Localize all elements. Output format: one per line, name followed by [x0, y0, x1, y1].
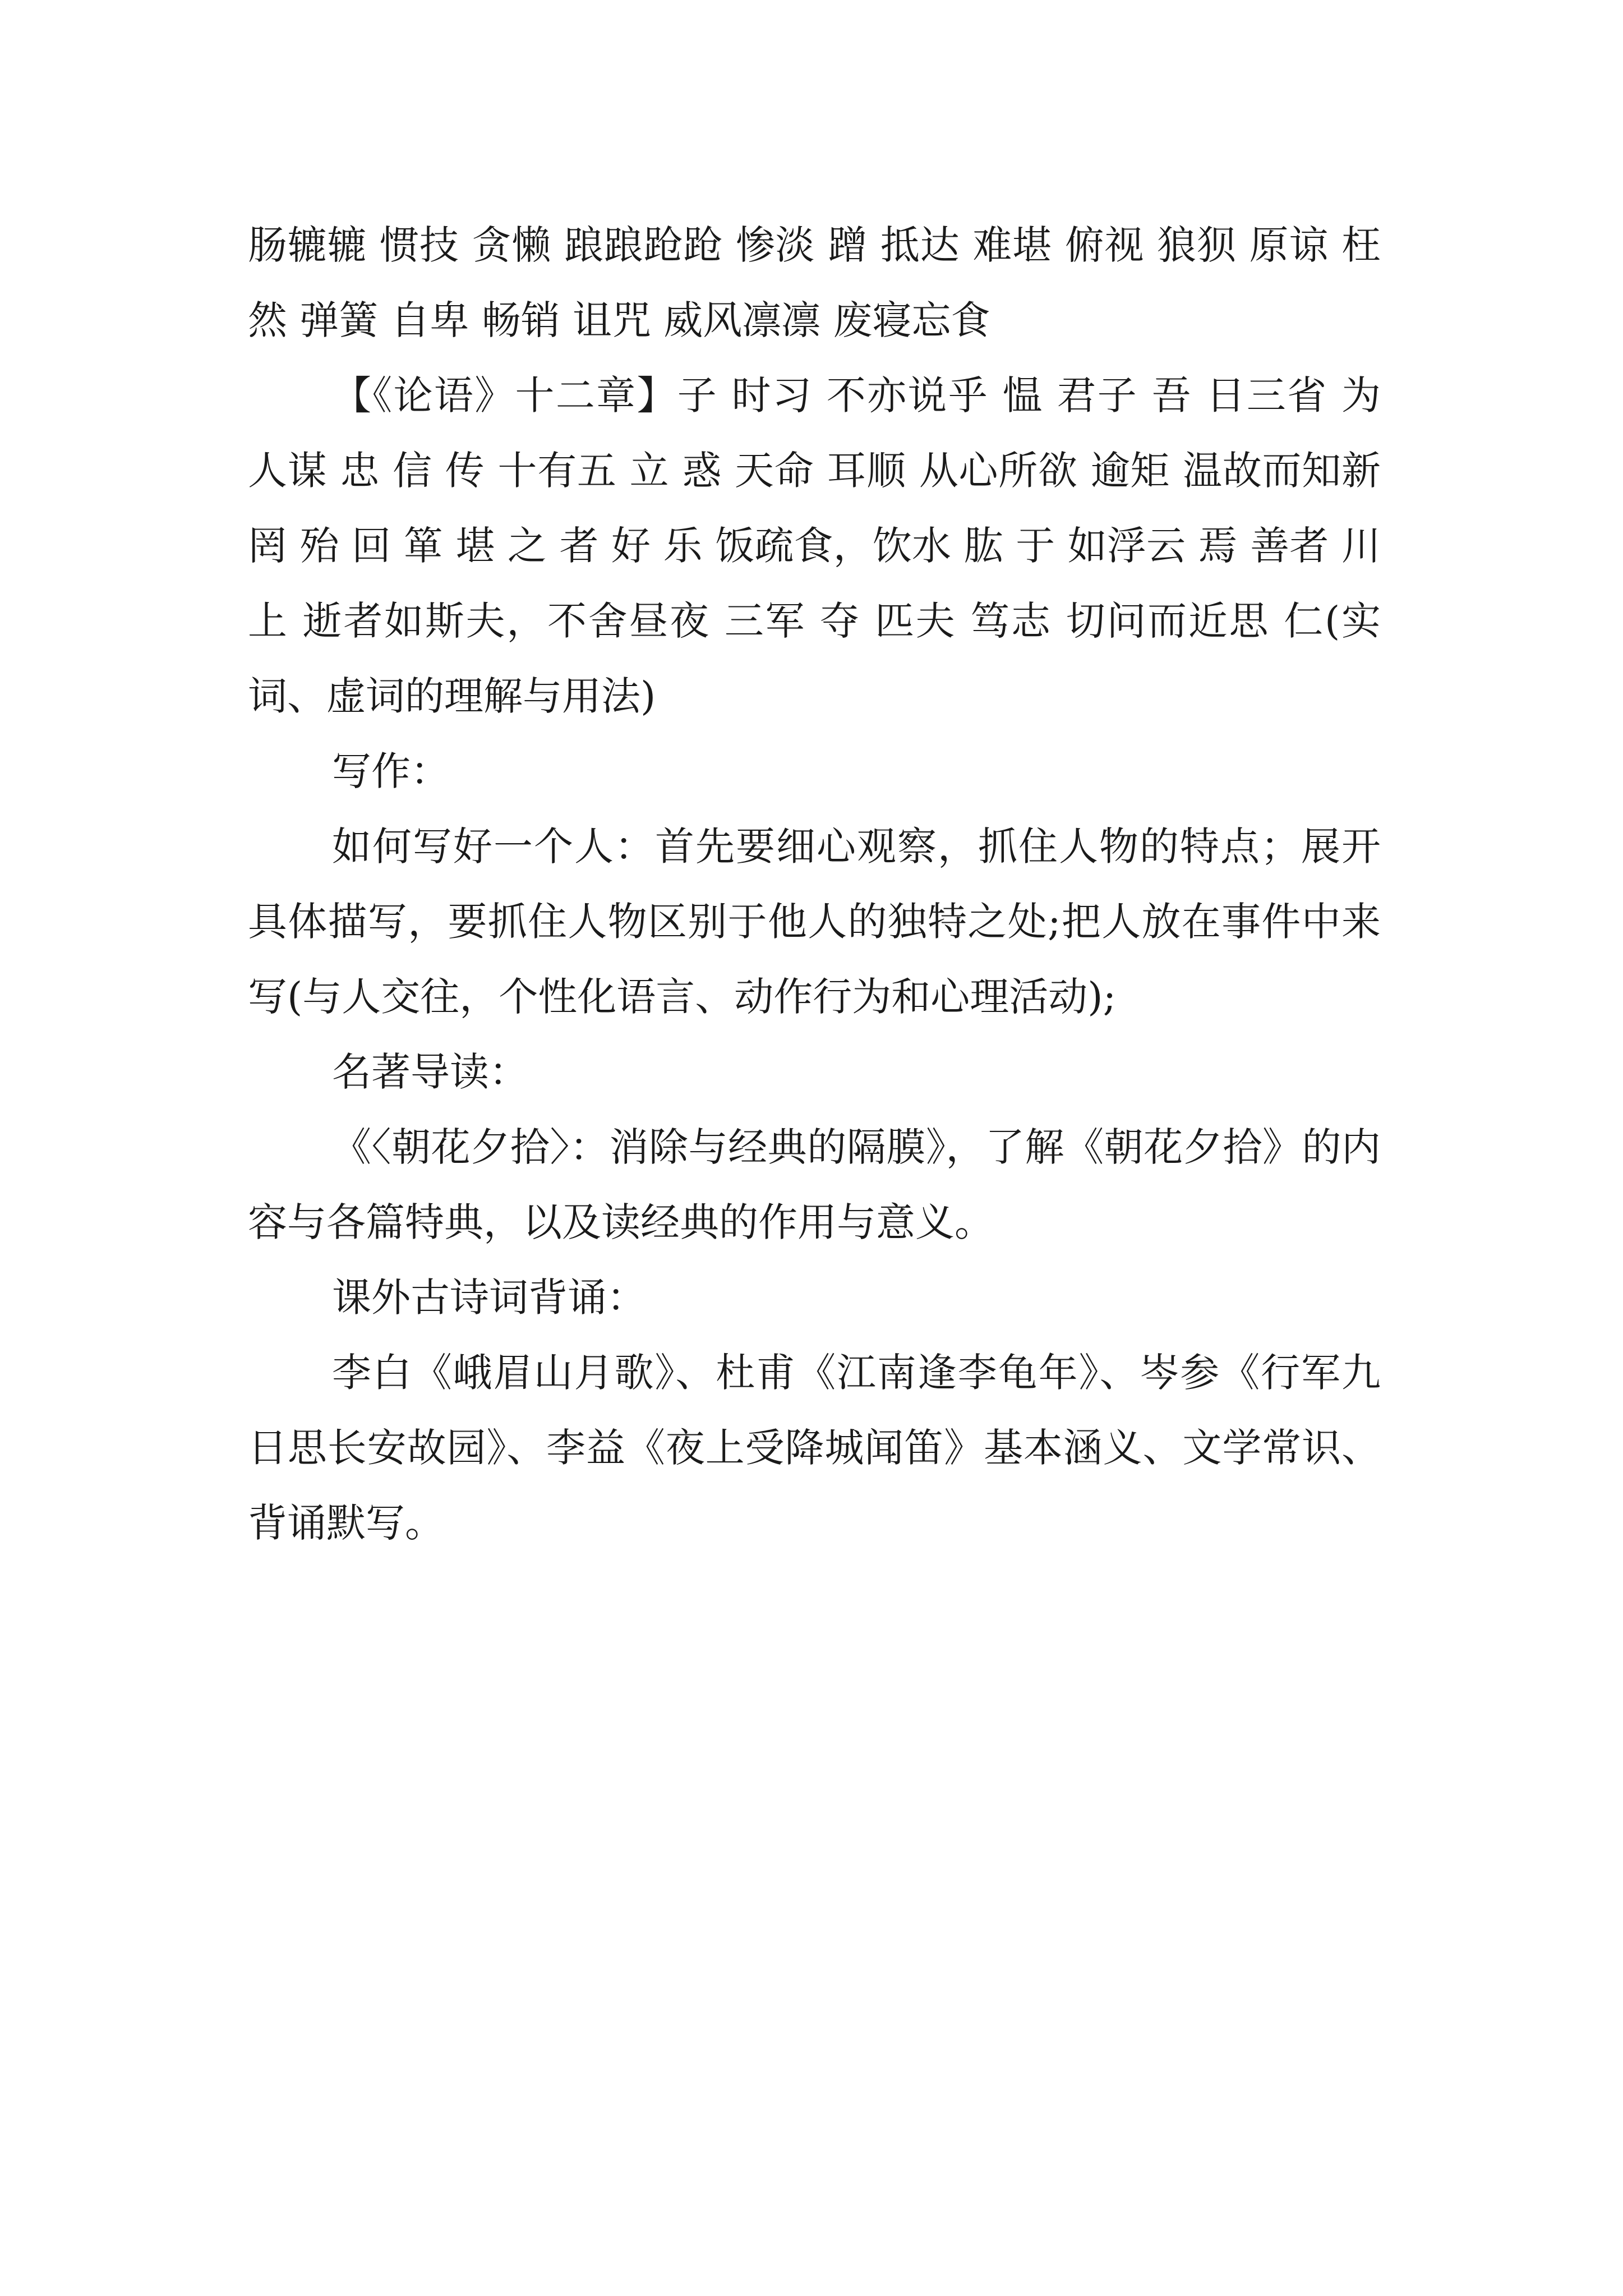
classics-heading: 名著导读： [332, 1049, 528, 1095]
writing-heading: 写作： [332, 748, 450, 794]
lunyu-section-paragraph: 【《论语》十二章】子 时习 不亦说乎 愠 君子 吾 日三省 为人谋 忠 信 传 十有五 立 惑 天命 耳顺 从心所欲 逾矩 温故而知新 罔 殆 回 箪 堪 之 者 好 乐 饭疏食，饮水 肱 于 如浮云 焉 善者 川上 逝者如斯夫，不舍昼夜 三军 夺 匹夫 笃志 切问而近思 仁(实词、虚词的理解与用法) [248, 372, 1381, 719]
classics-body-paragraph: 《〈朝花夕拾〉：消除与经典的隔膜》，了解《朝花夕拾》的内容与各篇特典，以及读经典的作用与意义。 [248, 1124, 1381, 1245]
writing-body-paragraph: 如何写好一个人：首先要细心观察，抓住人物的特点；展开具体描写，要抓住人物区别于他人的独特之处;把人放在事件中来写(与人交往，个性化语言、动作行为和心理活动); [248, 823, 1381, 1020]
poetry-body-paragraph: 李白《峨眉山月歌》、杜甫《江南逢李龟年》、岑参《行军九日思长安故园》、李益《夜上受降城闻笛》基本涵义、文学常识、背诵默写。 [248, 1350, 1381, 1546]
vocab-list-paragraph: 肠辘辘 惯技 贪懒 踉踉跄跄 惨淡 蹭 抵达 难堪 俯视 狼狈 原谅 枉然 弹簧 自卑 畅销 诅咒 威风凛凛 废寝忘食 [248, 222, 1381, 343]
document-body [248, 208, 1381, 1561]
poetry-heading: 课外古诗词背诵： [332, 1274, 646, 1320]
